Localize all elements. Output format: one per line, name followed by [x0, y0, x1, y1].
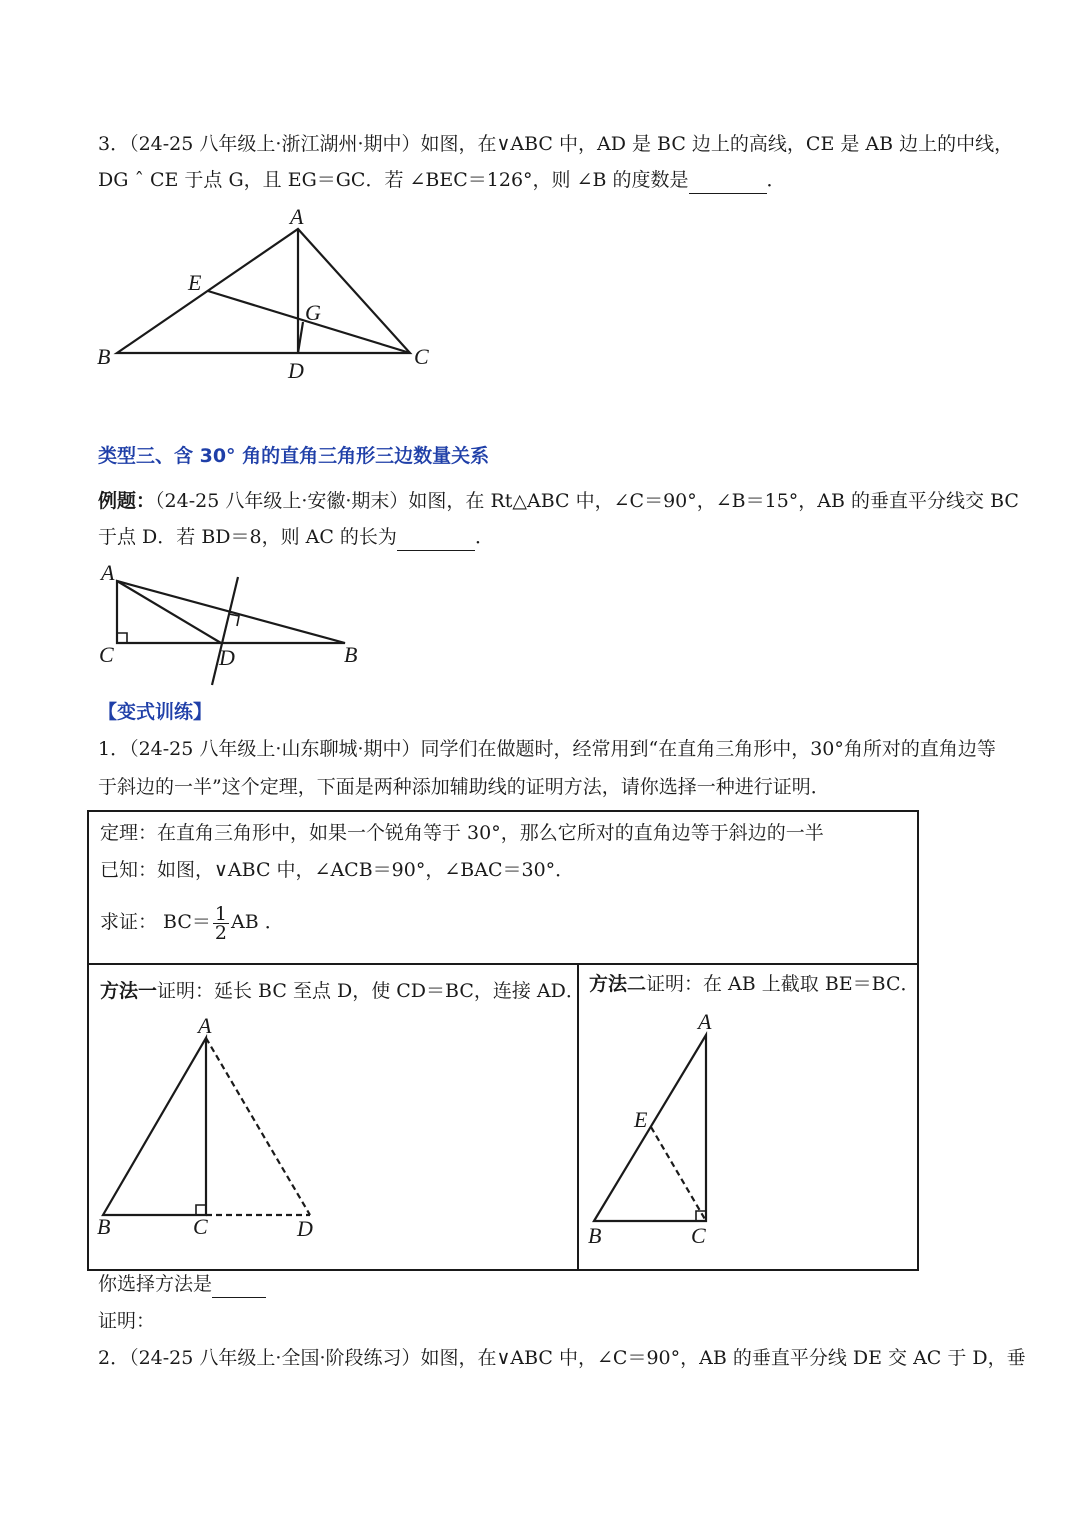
method2-label: 方法二: [589, 973, 647, 995]
proof-label: 证明：: [98, 1310, 156, 1332]
method2-label-e: E: [634, 1107, 648, 1132]
q3-label-b: B: [97, 344, 111, 369]
method2-right-angle-c: [696, 1211, 706, 1221]
method2-body: 证明：在 AB 上截取 BE＝BC．: [646, 973, 920, 995]
choose-method: [98, 1271, 266, 1298]
table-prove-prefix: 求证： BC＝: [100, 911, 211, 933]
fraction-denominator: 2: [214, 921, 227, 944]
method1-label-b: B: [97, 1214, 111, 1239]
choose-method-label: 你选择方法是: [98, 1273, 213, 1295]
table-prove-suffix: AB ．: [231, 911, 284, 933]
variant-q1-line2: 于斜边的一半”这个定理，下面是两种添加辅助线的证明方法，请你选择一种进行证明．: [98, 776, 830, 798]
variant-q1-line1: 1．（24-25 八年级上·山东聊城·期中）同学们在做题时，经常用到“在直角三角形中，30°角所对的直角边等: [98, 738, 996, 760]
q3-text-line2-prefix: DG ˆ CE 于点 G，且 EG＝GC．若 ∠BEC＝126°，则 ∠B 的度数是: [98, 169, 689, 191]
method2-triangle-abc: [594, 1035, 706, 1221]
q3-text-line1: 3．（24-25 八年级上·浙江湖州·期中）如图，在∨ABC 中，AD 是 BC 边上的高线，CE 是 AB 边上的中线，: [98, 133, 1014, 155]
table-theorem: 定理：在直角三角形中，如果一个锐角等于 30°，那么它所对的直角边等于斜边的一半: [100, 822, 824, 844]
example-label-d: D: [219, 645, 235, 670]
example-label-c: C: [99, 642, 114, 667]
method1-label: 方法一: [100, 980, 158, 1002]
method2-label-c: C: [691, 1223, 706, 1248]
method2-label-a: A: [698, 1009, 712, 1034]
example-text-line2-suffix: ．: [474, 526, 494, 548]
method2-segment-ec: [651, 1127, 706, 1221]
q3-label-e: E: [188, 270, 202, 295]
q3-label-a: A: [290, 204, 304, 229]
example-text-line1-body: （24-25 八年级上·安徽·期末）如图，在 Rt△ABC 中，∠C＝90°，∠B＝15°，AB 的垂直平分线交 BC: [155, 490, 1019, 512]
method1-body: 证明：延长 BC 至点 D，使 CD＝BC，连接 AD．: [157, 980, 585, 1002]
example-label: 例题：: [98, 490, 156, 512]
section3-title: 类型三、含 30° 角的直角三角形三边数量关系: [98, 445, 490, 467]
q3-label-d: D: [288, 358, 304, 383]
q3-label-c: C: [414, 344, 429, 369]
method1-label-d: D: [297, 1216, 313, 1241]
variant-q2-line1: 2．（24-25 八年级上·全国·阶段练习）如图，在∨ABC 中，∠C＝90°，AB 的垂直平分线 DE 交 AC 于 D，垂: [98, 1347, 1026, 1369]
example-text-line2-prefix: 于点 D．若 BD＝8，则 AC 的长为: [98, 526, 397, 548]
choose-method-blank[interactable]: [212, 1271, 266, 1298]
method1-label-a: A: [198, 1013, 212, 1038]
example-label-b: B: [344, 642, 358, 667]
q3-text-line2-suffix: ．: [766, 169, 786, 191]
q3-label-g: G: [305, 300, 321, 325]
method1-label-c: C: [193, 1214, 208, 1239]
table-given: 已知：如图，∨ABC 中，∠ACB＝90°，∠BAC＝30°．: [100, 859, 575, 881]
method2-label-b: B: [588, 1223, 602, 1248]
fraction-numerator: 1: [214, 902, 227, 925]
variant-header: 【变式训练】: [98, 701, 213, 723]
example-label-a: A: [101, 560, 115, 585]
